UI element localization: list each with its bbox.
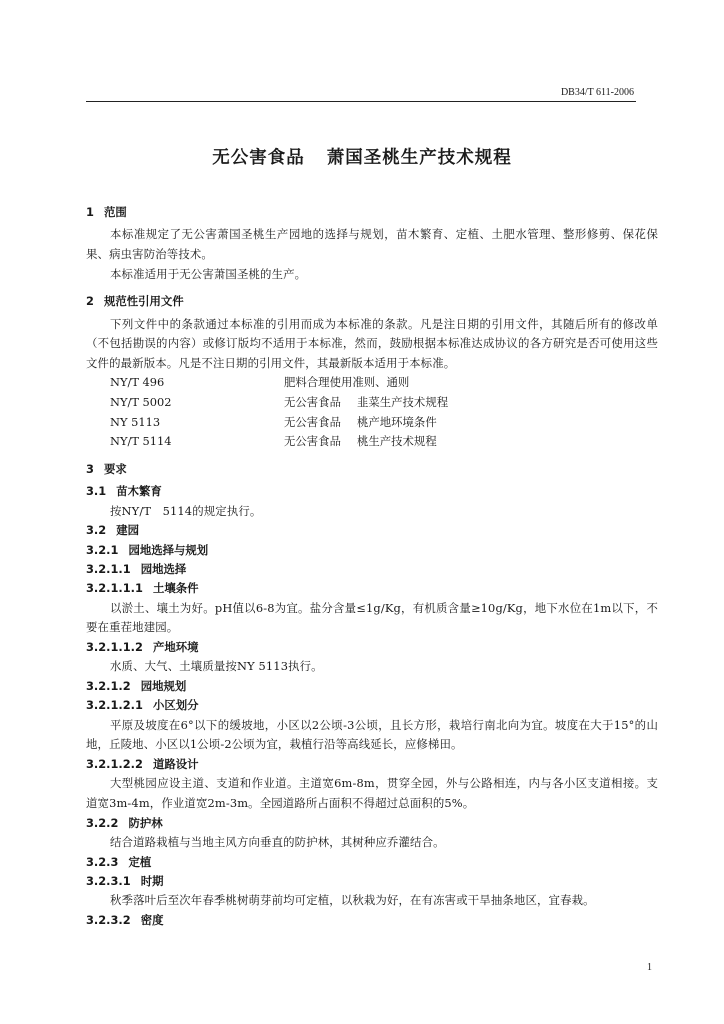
document-body <box>86 203 658 930</box>
paragraph: 结合道路栽植与当地主风方向垂直的防护林，其树种应乔灌结合。 <box>110 834 445 849</box>
paragraph: 按NY/T 5114的规定执行。 <box>110 503 262 518</box>
paragraph: 水质、大气、土壤质量按NY 5113执行。 <box>110 659 323 674</box>
subsection-heading: 3.2.1.1 园地选择 <box>86 561 187 576</box>
page-number: 1 <box>647 962 652 973</box>
reference-item: NY/T 496 肥料合理使用准则、通则 <box>110 375 410 390</box>
subsection-heading: 3.2 建园 <box>86 523 139 538</box>
subsection-heading: 3.2.3.2 密度 <box>86 912 164 927</box>
header-rule <box>86 101 636 102</box>
reference-item: NY/T 5002 无公害食品 韭菜生产技术规程 <box>110 394 449 409</box>
subsection-heading: 3.2.1.2 园地规划 <box>86 678 187 693</box>
subsection-heading: 3.2.1.1.1 土壤条件 <box>86 581 199 596</box>
document-title <box>0 144 724 169</box>
paragraph: 秋季落叶后至次年春季桃树萌芽前均可定植，以秋栽为好，在有冻害或干旱抽条地区，宜春栽。 <box>110 893 595 908</box>
subsection-heading: 3.2.3 定植 <box>86 854 152 869</box>
paragraph: 本标准规定了无公害萧国圣桃生产园地的选择与规划，苗木繁育、定植、土肥水管理、整形修剪、保花保果、病虫害防治等技术。 <box>86 227 658 261</box>
reference-item: NY/T 5114 无公害食品 桃生产技术规程 <box>110 434 437 449</box>
title-part-1: 无公害食品 <box>212 148 305 168</box>
section-heading-2: 2 规范性引用文件 <box>86 294 184 309</box>
subsection-heading: 3.2.1.2.2 道路设计 <box>86 756 199 771</box>
paragraph: 大型桃园应设主道、支道和作业道。主道宽6m-8m，贯穿全园，外与公路相连，内与各小区支道相接。支道宽3m-4m，作业道宽2m-3m。全园道路所占面积不得超过总面积的5%。 <box>86 776 658 810</box>
section-heading-3: 3 要求 <box>86 461 127 476</box>
subsection-heading: 3.2.1.1.2 产地环境 <box>86 639 199 654</box>
reference-item: NY 5113 无公害食品 桃产地环境条件 <box>110 414 437 429</box>
paragraph: 以淤土、壤土为好。pH值以6-8为宜。盐分含量≤1g/Kg，有机质含量≥10g/Kg，地下水位在1m以下，不要在重茬地建园。 <box>86 600 658 635</box>
paragraph: 本标准适用于无公害萧国圣桃的生产。 <box>110 266 307 281</box>
standard-code: DB34/T 611-2006 <box>560 87 634 98</box>
paragraph: 下列文件中的条款通过本标准的引用而成为本标准的条款。凡是注日期的引用文件，其随后所有的修改单（不包括勘误的内容）或修订版均不适用于本标准，然而，鼓励根据本标准达成协议的各方研究是否可使用这些文件的最新版本。凡是不注日期的引用文件，其最新版本适用于本标准。 <box>86 316 658 370</box>
subsection-heading: 3.1 苗木繁育 <box>86 484 162 499</box>
title-part-2: 萧国圣桃生产技术规程 <box>326 148 512 168</box>
subsection-heading: 3.2.1.2.1 小区划分 <box>86 698 199 713</box>
subsection-heading: 3.2.2 防护林 <box>86 815 163 830</box>
subsection-heading: 3.2.1 园地选择与规划 <box>86 542 209 557</box>
section-heading-1: 1 范围 <box>86 205 127 219</box>
paragraph: 平原及坡度在6°以下的缓坡地，小区以2公顷-3公顷，且长方形，栽培行南北向为宜。坡度在大于15°的山地，丘陵地、小区以1公顷-2公顷为宜，栽植行沿等高线延长，应修梯田。 <box>86 717 658 752</box>
subsection-heading: 3.2.3.1 时期 <box>86 873 164 888</box>
